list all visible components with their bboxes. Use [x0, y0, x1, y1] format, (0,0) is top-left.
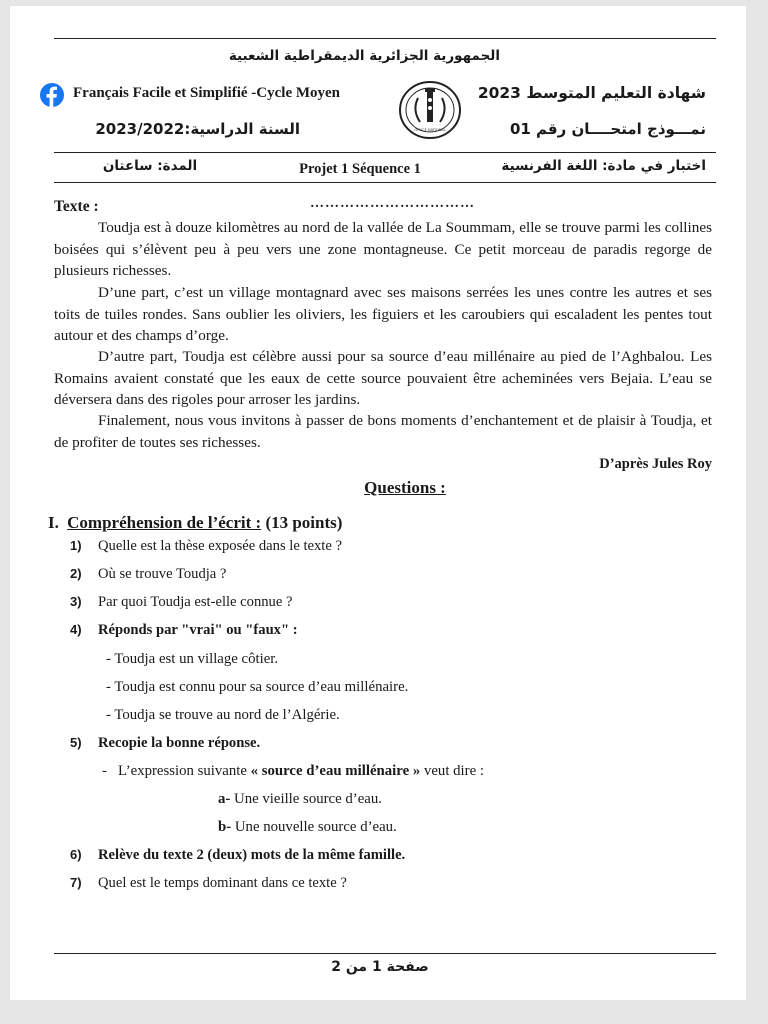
certificate-title: شهادة التعليم المتوسط 2023 — [477, 84, 706, 102]
exam-duration: المدة: ساعتان — [102, 158, 198, 174]
office-seal-logo: OFFICE NATIONAL — [398, 80, 462, 140]
text-paragraph: D’une part, c’est un village montagnard avec ses maisons serrées les unes contre les autres et ses toits de tuiles rondes. Sans oublier les oliviers, les figuiers et les caroubiers qui escaladent les pentes tout autour et des champs d’orge. — [54, 284, 712, 345]
project-sequence: Projet 1 Séquence 1 — [299, 161, 421, 177]
exam-model-number: نمـــوذج امتحــــان رقم 01 — [509, 120, 706, 138]
truefalse-item: - Toudja est un village côtier. — [106, 651, 279, 667]
text-title-blank: …………………………… — [310, 196, 475, 211]
republic-title: الجمهورية الجزائرية الديمقراطية الشعبية — [228, 48, 500, 64]
school-year: السنة الدراسية:2023/2022 — [95, 120, 300, 138]
footer-rule — [54, 953, 716, 954]
facebook-icon — [40, 83, 64, 107]
text-paragraph: Toudja est à douze kilomètres au nord de la vallée de La Soummam, elle se trouve parmi les collines boisées qui s’élèvent peu à peu vers une zone montagneuse. Ce petit morceau de paradis regorge de plusieurs richesses. — [54, 219, 712, 280]
question-5: 5) Recopie la bonne réponse. — [70, 735, 261, 751]
questions-heading: Questions : — [364, 478, 446, 497]
exam-sheet — [10, 6, 746, 1000]
section-points: (13 points) — [265, 513, 343, 532]
section-title: Compréhension de l’écrit : — [67, 513, 262, 532]
q5-option-b: b- Une nouvelle source d’eau. — [218, 819, 397, 835]
text-label: Texte : — [54, 198, 99, 215]
section-heading — [48, 513, 342, 533]
header-rule-bottom — [54, 182, 716, 183]
text-author: D’après Jules Roy — [599, 456, 712, 472]
top-rule — [54, 38, 716, 39]
exam-subject: اختبار في مادة: اللغة الفرنسية — [501, 158, 706, 174]
truefalse-item: - Toudja se trouve au nord de l’Algérie. — [106, 707, 340, 723]
question-6: 6) Relève du texte 2 (deux) mots de la même famille. — [70, 847, 406, 863]
q5-option-a: a- Une vieille source d’eau. — [218, 791, 382, 807]
text-paragraph: D’autre part, Toudja est célèbre aussi pour sa source d’eau millénaire au pied de l’Aghbalou. Les Romains avaient constaté que les eaux de cette source pouvaient être acheminées vers Bejaia. L’eau se déversera dans des rigoles pour arroser les jardins. — [54, 348, 712, 409]
q5-statement: - L’expression suivante « source d’eau millénaire » veut dire : — [102, 763, 484, 779]
truefalse-item: - Toudja est connu pour sa source d’eau millénaire. — [106, 679, 409, 695]
q5-expression: « source d’eau millénaire » — [250, 763, 421, 779]
question-3: 3) Par quoi Toudja est-elle connue ? — [70, 594, 293, 610]
question-7: 7) Quel est le temps dominant dans ce texte ? — [70, 875, 347, 891]
question-2: 2) Où se trouve Toudja ? — [70, 566, 227, 582]
question-1: 1) Quelle est la thèse exposée dans le texte ? — [70, 538, 342, 554]
page-number: صفحة 1 من 2 — [331, 959, 429, 975]
question-4: 4) Réponds par "vrai" ou "faux" : — [70, 622, 298, 638]
page-name: Français Facile et Simplifié -Cycle Moyen — [73, 85, 341, 101]
section-number: I. — [48, 513, 59, 532]
text-paragraph: Finalement, nous vous invitons à passer de bons moments d’enchantement et de plaisir à Toudja, et de profiter de toutes ses richesses. — [54, 412, 712, 451]
header-rule-top — [54, 152, 716, 153]
